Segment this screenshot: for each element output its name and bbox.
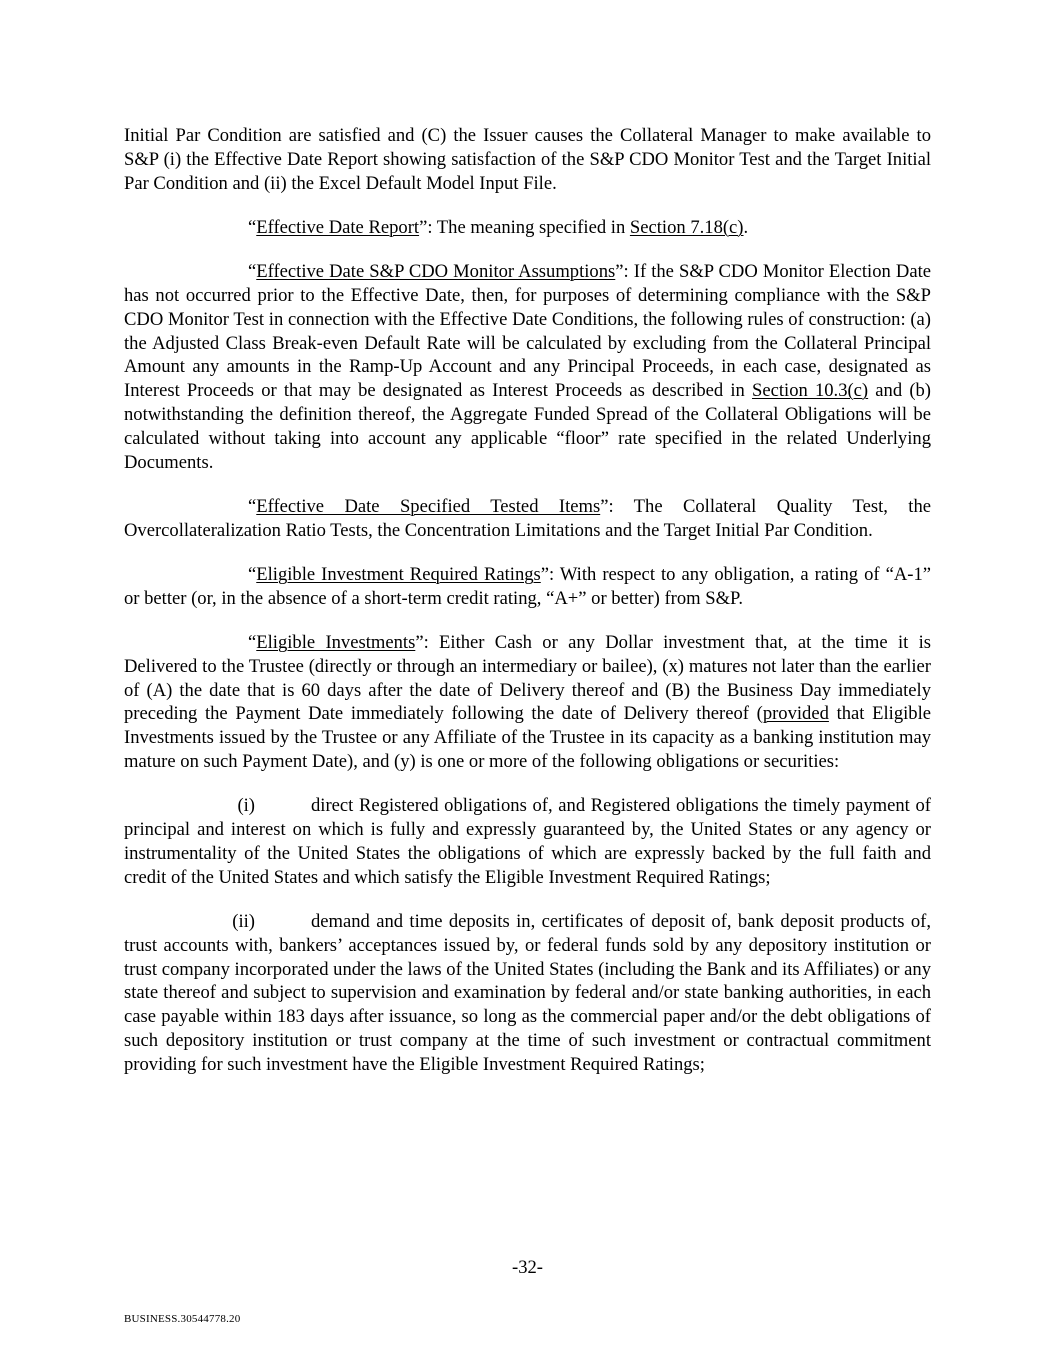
paragraph-continuation: Initial Par Condition are satisfied and (C) the Issuer causes the Collateral Manager to make available to S&P (i) the Effective Date Report showing satisfaction of the S&P CDO Monitor Test and the Target Initial Par Condition and (ii) the Excel Default Model Input File.	[124, 125, 931, 194]
list-item-text: direct Registered obligations of, and Registered obligations the timely payment of principal and interest on which is fully and expressly guaranteed by, the United States or any agency or instrumentality of the United States the obligations of which are expressly backed by the full faith and credit of the United States and which satisfy the Eligible Investment Required Ratings;	[124, 795, 931, 888]
defined-term: Effective Date Report	[256, 216, 420, 238]
defined-term: Eligible Investments	[256, 632, 416, 654]
list-item-ii	[124, 910, 931, 1077]
definition-text: ”: With respect to any obligation, a rating of “A-1” or better (or, in the absence of a short-term credit rating, “A+” or better) from S&P.	[124, 563, 931, 609]
defined-term: Effective Date S&P CDO Monitor Assumptions	[256, 261, 616, 283]
page-number: -32-	[512, 1257, 543, 1278]
definition-text: that Eligible Investments issued by the Trustee or any Affiliate of the Trustee in its capacity as a banking institution may mature on such Payment Date), and (y) is one or more of the following obligations or securities:	[124, 703, 931, 773]
list-item-number: (ii)	[232, 911, 255, 933]
definition-effective-date-sp-cdo-monitor-assumptions	[124, 260, 931, 474]
definition-text: ”: Either Cash or any Dollar investment that, at the time it is Delivered to the Trustee (directly or through an intermediary or bailee), (x) matures not later than the earlier of (A) the date that is 60 days after the date of Delivery thereof and (B) the Business Day immediately preceding the Payment Date immediately following the date of Delivery thereof (	[124, 632, 931, 725]
section-reference: Section 7.18(c)	[629, 216, 744, 238]
definition-eligible-investments	[124, 631, 931, 774]
list-item-text: demand and time deposits in, certificates of deposit of, bank deposit products of, trust accounts with, bankers’ acceptances issued by, or federal funds sold by any depository institution or trust company incorporated under the laws of the United States (including the Bank and its Affiliates) or any state thereof and subject to supervision and examination by federal and/or state banking authorities, in each case payable within 183 days after issuance, so long as the commercial paper and/or the debt obligations of such depository institution or trust company at the time of such investment or contractual commitment providing for such investment have the Eligible Investment Required Ratings;	[124, 911, 931, 1075]
open-quote: “	[248, 261, 257, 283]
definition-text: ”: The Collateral Quality Test, the Overcollateralization Ratio Tests, the Concentration Limitations and the Target Initial Par Condition.	[124, 495, 931, 541]
open-quote: “	[248, 216, 257, 238]
definition-text: ”: The meaning specified in	[419, 216, 630, 238]
open-quote: “	[248, 632, 257, 654]
period: .	[743, 216, 749, 238]
document-id: BUSINESS.30544778.20	[124, 1313, 241, 1325]
provided-term: provided	[762, 703, 829, 725]
section-reference: Section 10.3(c)	[752, 380, 869, 402]
defined-term: Eligible Investment Required Ratings	[256, 563, 541, 585]
list-item-number: (i)	[237, 795, 255, 817]
definition-eligible-investment-required-ratings	[124, 563, 931, 611]
definition-text: ”: If the S&P CDO Monitor Election Date has not occurred prior to the Effective Date, then, for purposes of determining compliance with the S&P CDO Monitor Test in connection with the Effective Date Conditions, the following rules of construction: (a) the Adjusted Class Break-even Default Rate will be calculated by excluding from the Collateral Principal Amount any amounts in the Ramp-Up Account and any Principal Proceeds, in each case, designated as Interest Proceeds or that may be designated as Interest Proceeds as described in	[124, 261, 931, 402]
open-quote: “	[248, 563, 257, 585]
document-body	[124, 124, 931, 1097]
definition-effective-date-specified-tested-items	[124, 495, 931, 543]
list-item-i	[124, 794, 931, 889]
definition-effective-date-report	[124, 216, 931, 240]
defined-term: Effective Date Specified Tested Items	[256, 495, 601, 517]
definition-text: and (b) notwithstanding the definition thereof, the Aggregate Funded Spread of the Collateral Obligations will be calculated without taking into account any applicable “floor” rate specified in the related Underlying Documents.	[124, 380, 931, 473]
open-quote: “	[248, 495, 257, 517]
